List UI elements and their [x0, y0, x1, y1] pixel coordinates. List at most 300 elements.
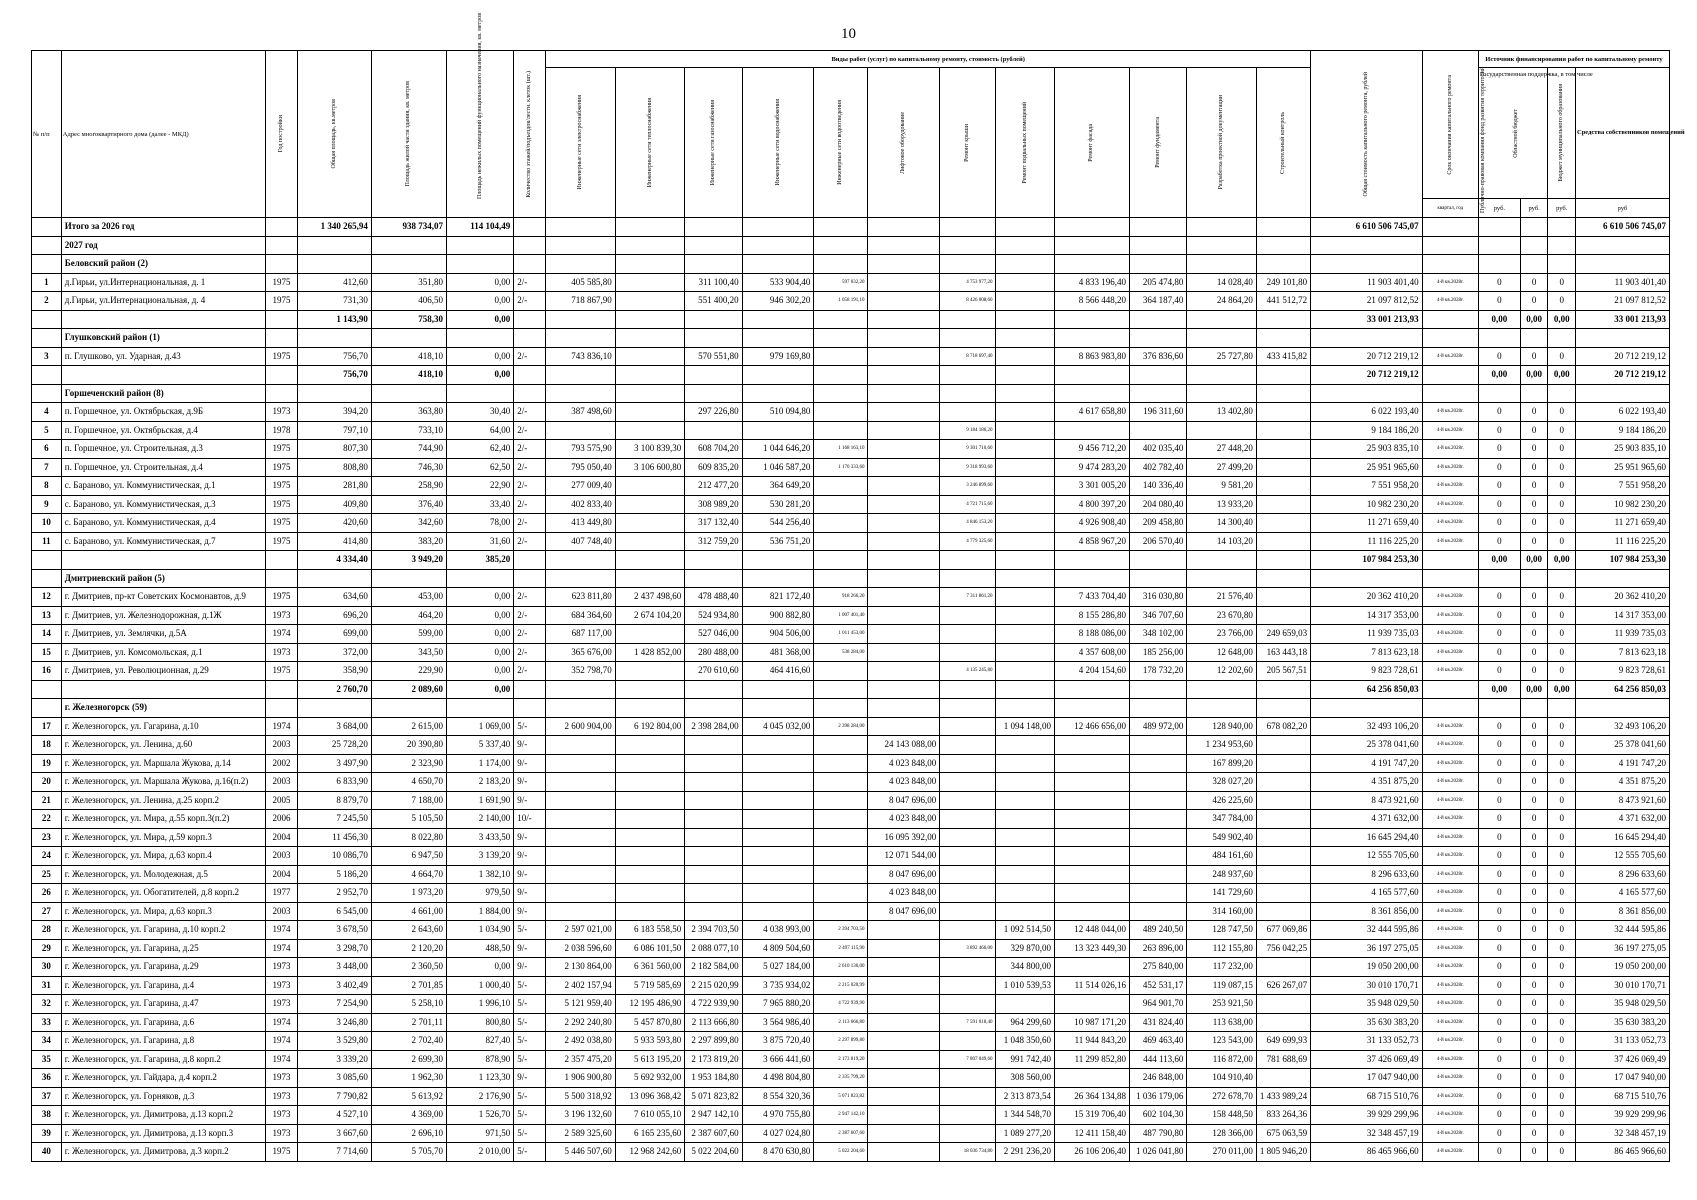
empty-cell [514, 699, 546, 718]
work-cost [1054, 847, 1129, 866]
total-area: 414,80 [297, 532, 371, 551]
owners-amount: 32 493 106,20 [1576, 717, 1670, 736]
total-cost: 39 929 299,96 [1311, 1106, 1422, 1125]
build-year: 2003 [265, 847, 297, 866]
total-cost: 4 165 577,60 [1311, 884, 1422, 903]
municipal-amount: 0 [1548, 347, 1576, 366]
nonliving-area: 62,40 [446, 440, 513, 459]
table-row-house [32, 810, 1670, 829]
living-area: 8 022,80 [371, 828, 446, 847]
floors: 9/- [514, 865, 546, 884]
work-cost: 5 719 585,69 [615, 976, 685, 995]
work-cost: 16 095 392,00 [868, 828, 940, 847]
nonliving-area: 0,00 [446, 347, 513, 366]
work-cost [1054, 884, 1129, 903]
work-cost: 15 319 706,40 [1054, 1106, 1129, 1125]
empty-cell [446, 384, 513, 403]
work-cost [1187, 551, 1257, 570]
regional-amount: 0 [1520, 588, 1548, 607]
regional-amount: 0 [1520, 1143, 1548, 1162]
work-cost [1054, 773, 1129, 792]
municipal-amount: 0 [1548, 606, 1576, 625]
empty-cell [1130, 569, 1187, 588]
floors: 2/- [514, 421, 546, 440]
work-cost: 649 699,93 [1256, 1032, 1310, 1051]
table-row-house [32, 865, 1670, 884]
work-cost: 8 047 696,00 [868, 865, 940, 884]
work-cost: 23 766,00 [1187, 625, 1257, 644]
row-number: 2 [32, 292, 62, 311]
work-cost [1187, 366, 1257, 385]
work-cost: 743 836,10 [546, 347, 616, 366]
work-cost: 24 143 088,00 [868, 736, 940, 755]
work-cost: 6 183 558,50 [615, 921, 685, 940]
total-cost: 9 184 186,20 [1311, 421, 1422, 440]
total-area: 5 186,20 [297, 865, 371, 884]
work-cost [996, 458, 1054, 477]
work-cost: 117 232,00 [1187, 958, 1257, 977]
owners-amount: 68 715 510,76 [1576, 1087, 1670, 1106]
work-cost: 5 933 593,80 [615, 1032, 685, 1051]
work-cost [546, 828, 616, 847]
work-cost: 3 564 986,40 [742, 1013, 814, 1032]
work-cost: 8 566 448,20 [1054, 292, 1129, 311]
work-cost: 8 047 696,00 [868, 791, 940, 810]
work-cost [996, 551, 1054, 570]
work-cost [1130, 754, 1187, 773]
work-cost: 140 336,40 [1130, 477, 1187, 496]
municipal-amount: 0 [1548, 1069, 1576, 1088]
total-area: 412,60 [297, 273, 371, 292]
work-cost [1187, 680, 1257, 699]
work-cost [1130, 847, 1187, 866]
address: п. Глушково, ул. Ударная, д.43 [61, 347, 265, 366]
empty-cell [1130, 255, 1187, 274]
repair-term: 4-й кв.2028г. [1422, 865, 1478, 884]
empty-cell [265, 699, 297, 718]
work-cost: 209 458,80 [1130, 514, 1187, 533]
work-cost: 12 648,00 [1187, 643, 1257, 662]
work-cost [814, 884, 868, 903]
work-cost [996, 791, 1054, 810]
address: с. Бараново, ул. Коммунистическая, д.7 [61, 532, 265, 551]
empty-cell [546, 236, 616, 255]
work-cost: 833 264,36 [1256, 1106, 1310, 1125]
empty-cell [1187, 255, 1257, 274]
empty-cell [297, 699, 371, 718]
build-year: 1973 [265, 958, 297, 977]
floors: 9/- [514, 791, 546, 810]
work-cost: 270 610,60 [685, 662, 742, 681]
work-cost [1054, 791, 1129, 810]
work-cost [996, 514, 1054, 533]
municipal-amount: 0 [1548, 921, 1576, 940]
fund-amount: 0 [1478, 273, 1520, 292]
work-cost: 365 676,00 [546, 643, 616, 662]
table-row-house [32, 421, 1670, 440]
work-cost: 348 102,00 [1130, 625, 1187, 644]
empty-cell [1548, 255, 1576, 274]
work-cost: 9 456 712,20 [1054, 440, 1129, 459]
work-cost: 2 492 038,80 [546, 1032, 616, 1051]
work-cost: 2 113 666,80 [814, 1013, 868, 1032]
nonliving-area: 22,90 [446, 477, 513, 496]
empty-cell [1130, 329, 1187, 348]
work-cost [996, 680, 1054, 699]
row-number: 36 [32, 1069, 62, 1088]
work-cost [1054, 218, 1129, 237]
total-cost: 107 984 253,30 [1311, 551, 1422, 570]
row-number: 17 [32, 717, 62, 736]
row-num-cell [32, 384, 62, 403]
work-cost: 602 104,30 [1130, 1106, 1187, 1125]
address: г. Железногорск, ул. Гагарина, д.10 корп.2 [61, 921, 265, 940]
col-nonliving-area: Площадь нежилых помещений функционального назначения, кв. метров [446, 51, 513, 218]
repair-term [1422, 310, 1478, 329]
work-cost: 687 117,00 [546, 625, 616, 644]
work-cost: 1 170 333,60 [814, 458, 868, 477]
repair-term [1422, 366, 1478, 385]
total-cost: 6 610 506 745,07 [1311, 218, 1422, 237]
work-cost: 1 092 514,50 [996, 921, 1054, 940]
living-area: 1 973,20 [371, 884, 446, 903]
work-cost [996, 773, 1054, 792]
fin-group-header: Источник финансирования работ по капитальному ремонту [1478, 51, 1669, 68]
regional-amount: 0,00 [1520, 680, 1548, 699]
build-year: 1974 [265, 1013, 297, 1032]
owners-amount: 12 555 705,60 [1576, 847, 1670, 866]
work-cost: 489 972,00 [1130, 717, 1187, 736]
col-work-sewer: Инженерные сети водоотведения [814, 68, 868, 218]
work-cost [940, 976, 996, 995]
work-cost: 347 784,00 [1187, 810, 1257, 829]
total-area: 807,30 [297, 440, 371, 459]
empty-cell [1576, 699, 1670, 718]
owners-amount: 6 610 506 745,07 [1576, 218, 1670, 237]
municipal-amount: 0 [1548, 791, 1576, 810]
work-cost [615, 273, 685, 292]
district-label: Глушковский район (1) [61, 329, 265, 348]
total-area: 25 728,20 [297, 736, 371, 755]
empty-cell [1478, 255, 1520, 274]
regional-amount: 0 [1520, 884, 1548, 903]
empty-cell [1520, 255, 1548, 274]
build-year [265, 551, 297, 570]
work-cost: 1 168 163,10 [814, 440, 868, 459]
page-number: 10 [841, 26, 856, 42]
work-cost: 2 394 703,50 [814, 921, 868, 940]
work-cost: 538 284,00 [814, 643, 868, 662]
nonliving-area: 800,80 [446, 1013, 513, 1032]
table-row-year [32, 236, 1670, 255]
work-cost: 9 184 186,20 [940, 421, 996, 440]
owners-amount: 14 317 353,00 [1576, 606, 1670, 625]
repair-term: 4-й кв.2028г. [1422, 606, 1478, 625]
empty-cell [1311, 255, 1422, 274]
empty-cell [265, 384, 297, 403]
work-cost: 26 364 134,88 [1054, 1087, 1129, 1106]
repair-term: 4-й кв.2028г. [1422, 347, 1478, 366]
table-row-house [32, 643, 1670, 662]
work-cost: 1 906 900,80 [546, 1069, 616, 1088]
work-cost: 4 038 993,00 [742, 921, 814, 940]
living-area: 2 360,50 [371, 958, 446, 977]
regional-amount: 0 [1520, 1032, 1548, 1051]
nonliving-area: 31,60 [446, 532, 513, 551]
work-cost: 163 443,18 [1256, 643, 1310, 662]
fund-amount: 0 [1478, 1087, 1520, 1106]
nonliving-area: 1 069,00 [446, 717, 513, 736]
empty-cell [297, 236, 371, 255]
work-cost [940, 1032, 996, 1051]
total-cost: 31 133 052,73 [1311, 1032, 1422, 1051]
work-cost: 1 089 277,20 [996, 1124, 1054, 1143]
work-cost [868, 1087, 940, 1106]
owners-amount: 7 813 623,18 [1576, 643, 1670, 662]
work-cost [1130, 680, 1187, 699]
work-cost [742, 218, 814, 237]
work-cost [1256, 773, 1310, 792]
repair-term [1422, 680, 1478, 699]
work-cost: 2 387 607,60 [814, 1124, 868, 1143]
work-cost: 4 858 967,20 [1054, 532, 1129, 551]
floors: 9/- [514, 939, 546, 958]
fund-amount: 0 [1478, 1106, 1520, 1125]
work-cost: 756 042,25 [1256, 939, 1310, 958]
work-cost: 4 722 939,90 [685, 995, 742, 1014]
address: г. Железногорск, ул. Гагарина, д.29 [61, 958, 265, 977]
row-number: 13 [32, 606, 62, 625]
total-cost: 25 903 835,10 [1311, 440, 1422, 459]
work-cost [742, 310, 814, 329]
living-area: 418,10 [371, 347, 446, 366]
regional-amount: 0 [1520, 273, 1548, 292]
empty-cell [446, 255, 513, 274]
work-cost [996, 347, 1054, 366]
work-cost [1256, 847, 1310, 866]
work-cost: 481 368,00 [742, 643, 814, 662]
empty-cell [1256, 384, 1310, 403]
work-cost: 2 610 136,00 [814, 958, 868, 977]
empty-cell [685, 569, 742, 588]
empty-cell [1187, 699, 1257, 718]
work-cost: 597 032,20 [814, 273, 868, 292]
work-cost: 444 113,60 [1130, 1050, 1187, 1069]
work-cost [615, 310, 685, 329]
total-cost: 21 097 812,52 [1311, 292, 1422, 311]
empty-cell [1187, 569, 1257, 588]
address: г. Железногорск, ул. Мира, д.63 корп.4 [61, 847, 265, 866]
empty-cell [297, 569, 371, 588]
work-cost: 675 063,59 [1256, 1124, 1310, 1143]
work-cost: 4 721 715,60 [940, 495, 996, 514]
work-cost [615, 902, 685, 921]
work-cost [940, 717, 996, 736]
owners-amount: 107 984 253,30 [1576, 551, 1670, 570]
living-area: 2 089,60 [371, 680, 446, 699]
build-year: 1973 [265, 606, 297, 625]
work-cost [1054, 754, 1129, 773]
empty-cell [514, 329, 546, 348]
living-area: 2 701,85 [371, 976, 446, 995]
work-cost [868, 1106, 940, 1125]
regional-amount: 0 [1520, 995, 1548, 1014]
work-cost: 2 297 899,80 [685, 1032, 742, 1051]
owners-amount: 20 362 410,20 [1576, 588, 1670, 607]
work-cost [1256, 828, 1310, 847]
work-cost [1256, 532, 1310, 551]
work-cost [1256, 995, 1310, 1014]
work-cost [1187, 421, 1257, 440]
work-cost: 2 357 475,20 [546, 1050, 616, 1069]
work-cost [742, 773, 814, 792]
work-cost: 7 610 055,10 [615, 1106, 685, 1125]
nonliving-area: 114 104,49 [446, 218, 513, 237]
row-number: 30 [32, 958, 62, 977]
empty-cell [814, 699, 868, 718]
floors: 5/- [514, 976, 546, 995]
work-cost [615, 347, 685, 366]
work-cost: 119 087,15 [1187, 976, 1257, 995]
fund-amount: 0 [1478, 403, 1520, 422]
build-year: 1978 [265, 421, 297, 440]
table-row-house [32, 736, 1670, 755]
empty-cell [514, 384, 546, 403]
repair-term: 4-й кв.2028г. [1422, 588, 1478, 607]
nonliving-area: 1 123,30 [446, 1069, 513, 1088]
regional-amount: 0 [1520, 791, 1548, 810]
work-cost: 24 864,20 [1187, 292, 1257, 311]
owners-amount: 30 010 170,71 [1576, 976, 1670, 995]
work-cost [996, 754, 1054, 773]
empty-cell [514, 569, 546, 588]
row-num-cell [32, 569, 62, 588]
owners-amount: 32 348 457,19 [1576, 1124, 1670, 1143]
living-area: 4 650,70 [371, 773, 446, 792]
work-cost: 167 899,20 [1187, 754, 1257, 773]
owners-amount: 25 378 041,60 [1576, 736, 1670, 755]
municipal-amount: 0 [1548, 1050, 1576, 1069]
work-cost: 316 030,80 [1130, 588, 1187, 607]
work-cost: 9 301 710,60 [940, 440, 996, 459]
col-total-cost: Общая стоимость капитального ремонта, рублей [1311, 51, 1422, 218]
work-cost [1256, 1013, 1310, 1032]
work-cost [940, 828, 996, 847]
empty-cell [1520, 236, 1548, 255]
address: п. Горшечное, ул. Строительная, д.4 [61, 458, 265, 477]
work-cost [742, 551, 814, 570]
work-cost: 2 130 864,00 [546, 958, 616, 977]
work-cost [546, 902, 616, 921]
work-cost: 677 069,86 [1256, 921, 1310, 940]
work-cost [940, 625, 996, 644]
work-cost [615, 810, 685, 829]
work-cost: 2 113 666,80 [685, 1013, 742, 1032]
work-cost: 1 007 401,40 [814, 606, 868, 625]
address: г. Железногорск, ул. Мира, д.63 корп.3 [61, 902, 265, 921]
row-number: 3 [32, 347, 62, 366]
row-number: 31 [32, 976, 62, 995]
work-cost [868, 347, 940, 366]
work-cost [814, 347, 868, 366]
work-cost: 308 560,00 [996, 1069, 1054, 1088]
total-area: 3 529,80 [297, 1032, 371, 1051]
work-cost: 608 704,20 [685, 440, 742, 459]
nonliving-area: 2 010,00 [446, 1143, 513, 1162]
build-year: 1973 [265, 1124, 297, 1143]
total-area: 394,20 [297, 403, 371, 422]
work-cost [868, 1143, 940, 1162]
work-cost [615, 847, 685, 866]
municipal-amount: 0,00 [1548, 310, 1576, 329]
living-area: 7 188,00 [371, 791, 446, 810]
work-cost: 1 058 191,10 [814, 292, 868, 311]
work-cost: 452 531,17 [1130, 976, 1187, 995]
municipal-amount: 0 [1548, 1124, 1576, 1143]
work-cost: 1 011 453,00 [814, 625, 868, 644]
work-cost: 364 187,40 [1130, 292, 1187, 311]
total-cost: 32 348 457,19 [1311, 1124, 1422, 1143]
municipal-amount: 0 [1548, 403, 1576, 422]
row-num-cell [32, 329, 62, 348]
floors: 2/- [514, 532, 546, 551]
total-cost: 11 939 735,03 [1311, 625, 1422, 644]
empty-cell [1054, 384, 1129, 403]
total-cost: 20 712 219,12 [1311, 347, 1422, 366]
living-area: 5 705,70 [371, 1143, 446, 1162]
work-cost [615, 292, 685, 311]
work-cost: 308 989,20 [685, 495, 742, 514]
address: г. Дмитриев, ул. Революционная, д.29 [61, 662, 265, 681]
fund-amount: 0 [1478, 847, 1520, 866]
empty-cell [371, 384, 446, 403]
nonliving-area: 62,50 [446, 458, 513, 477]
regional-amount: 0 [1520, 828, 1548, 847]
work-cost: 5 022 204,60 [814, 1143, 868, 1162]
fund-amount: 0 [1478, 717, 1520, 736]
work-cost [615, 791, 685, 810]
empty-cell [1311, 236, 1422, 255]
empty-cell [615, 329, 685, 348]
total-area: 1 143,90 [297, 310, 371, 329]
work-cost [685, 736, 742, 755]
total-area: 3 339,20 [297, 1050, 371, 1069]
total-cost: 8 296 633,60 [1311, 865, 1422, 884]
build-year: 1975 [265, 292, 297, 311]
work-cost: 206 570,40 [1130, 532, 1187, 551]
total-area: 1 340 265,94 [297, 218, 371, 237]
empty-cell [814, 236, 868, 255]
row-number [32, 310, 62, 329]
work-cost [1256, 588, 1310, 607]
work-cost: 2 947 142,10 [685, 1106, 742, 1125]
floors: 2/- [514, 440, 546, 459]
floors: 2/- [514, 495, 546, 514]
municipal-amount: 0 [1548, 902, 1576, 921]
build-year: 1973 [265, 643, 297, 662]
work-cost: 4 809 504,60 [742, 939, 814, 958]
build-year: 1975 [265, 273, 297, 292]
work-cost: 2 398 284,00 [814, 717, 868, 736]
empty-cell [1520, 329, 1548, 348]
address: г. Железногорск, ул. Гагарина, д.25 [61, 939, 265, 958]
work-cost [1256, 366, 1310, 385]
row-number: 26 [32, 884, 62, 903]
municipal-amount: 0 [1548, 995, 1576, 1014]
row-number: 11 [32, 532, 62, 551]
work-cost: 4 779 325,60 [940, 532, 996, 551]
floors: 2/- [514, 606, 546, 625]
